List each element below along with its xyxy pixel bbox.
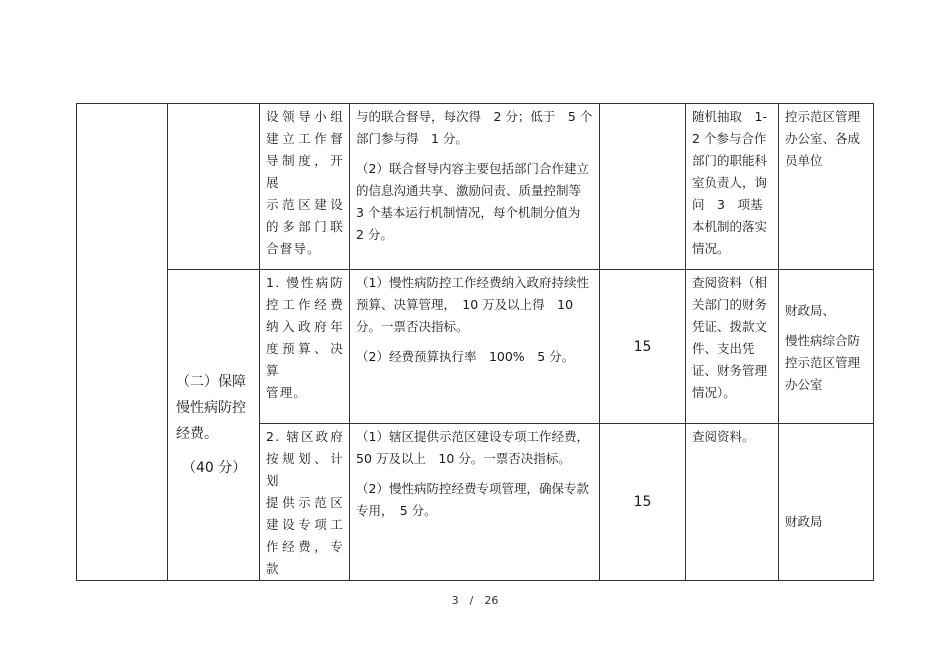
criteria-line: 设领导小组	[266, 109, 344, 124]
evaluation-table	[76, 103, 874, 581]
section-cell-empty	[168, 104, 260, 270]
section-score: （40 分）	[182, 460, 247, 476]
criteria-line: 建设专项工	[266, 517, 344, 532]
criteria-cell	[260, 424, 350, 581]
scoring-item: （1）慢性病防控工作经费纳入政府持续性预算、决算管理， 10 万及以上得 10 分。一票否决指标。	[356, 275, 589, 334]
category-cell	[77, 104, 168, 581]
page-number: 3 / 26	[451, 594, 499, 607]
method-cell	[686, 104, 779, 270]
criteria-line: 合督导。	[266, 241, 321, 256]
department-text: 财政局	[785, 514, 823, 529]
criteria-line: 管理。	[266, 385, 308, 400]
department-line: 慢性病综合防控示范区管理办公室	[785, 332, 861, 392]
criteria-line: 作经费，专款	[266, 539, 344, 576]
scoring-item: （2）联合督导内容主要包括部门合作建立的信息沟通共享、激励问责、质量控制等 3 个基本运行机制情况，每个机制分值为 2 分。	[356, 161, 594, 242]
criteria-line: 控工作经费	[266, 297, 344, 312]
points-cell: 15	[600, 270, 686, 424]
department-cell	[779, 270, 874, 424]
department-cell	[779, 104, 874, 270]
method-cell	[686, 424, 779, 581]
department-text: 控示范区管理办公室、各成员单位	[785, 109, 861, 168]
department-cell	[779, 424, 874, 581]
scoring-cell	[350, 424, 600, 581]
criteria-cell	[260, 104, 350, 270]
scoring-item: 与的联合督导，每次得 2 分；低于 5 个部门参与得 1 分。	[356, 109, 593, 146]
criteria-line: 导制度，开展	[266, 153, 344, 190]
scoring-cell	[350, 104, 600, 270]
criteria-line: 的多部门联	[266, 219, 344, 234]
criteria-line: 按规划、计划	[266, 451, 344, 488]
criteria-line: 建立工作督	[266, 131, 344, 146]
points-cell: 15	[600, 424, 686, 581]
table-row	[77, 104, 874, 270]
method-cell	[686, 270, 779, 424]
scoring-item: （2）经费预算执行率 100% 5 分。	[356, 349, 575, 364]
criteria-line: 2. 辖区政府	[266, 429, 344, 444]
method-text: 随机抽取 1-2 个参与合作部门的职能科室负责人，询问 3 项基本机制的落实情况。	[692, 109, 768, 256]
scoring-item: （2）慢性病防控经费专项管理，确保专款专用， 5 分。	[356, 481, 589, 518]
points-cell	[600, 104, 686, 270]
method-text: 查阅资料（相关部门的财务凭证、拨款文件、支出凭证、财务管理情况）。	[692, 275, 768, 400]
criteria-line: 1. 慢性病防	[266, 275, 344, 290]
scoring-cell	[350, 270, 600, 424]
criteria-cell	[260, 270, 350, 424]
criteria-line: 示范区建设	[266, 197, 344, 212]
criteria-line: 度预算、决算	[266, 341, 344, 378]
department-line: 财政局、	[785, 302, 836, 318]
criteria-line: 提供示范区	[266, 495, 344, 510]
section-title: （二）保障慢性病防控经费。	[176, 374, 246, 442]
method-text: 查阅资料。	[692, 429, 755, 444]
table-row	[77, 270, 874, 424]
criteria-line: 纳入政府年	[266, 319, 344, 334]
section-cell	[168, 270, 260, 581]
scoring-item: （1）辖区提供示范区建设专项工作经费，50 万及以上 10 分。一票否决指标。	[356, 429, 589, 466]
